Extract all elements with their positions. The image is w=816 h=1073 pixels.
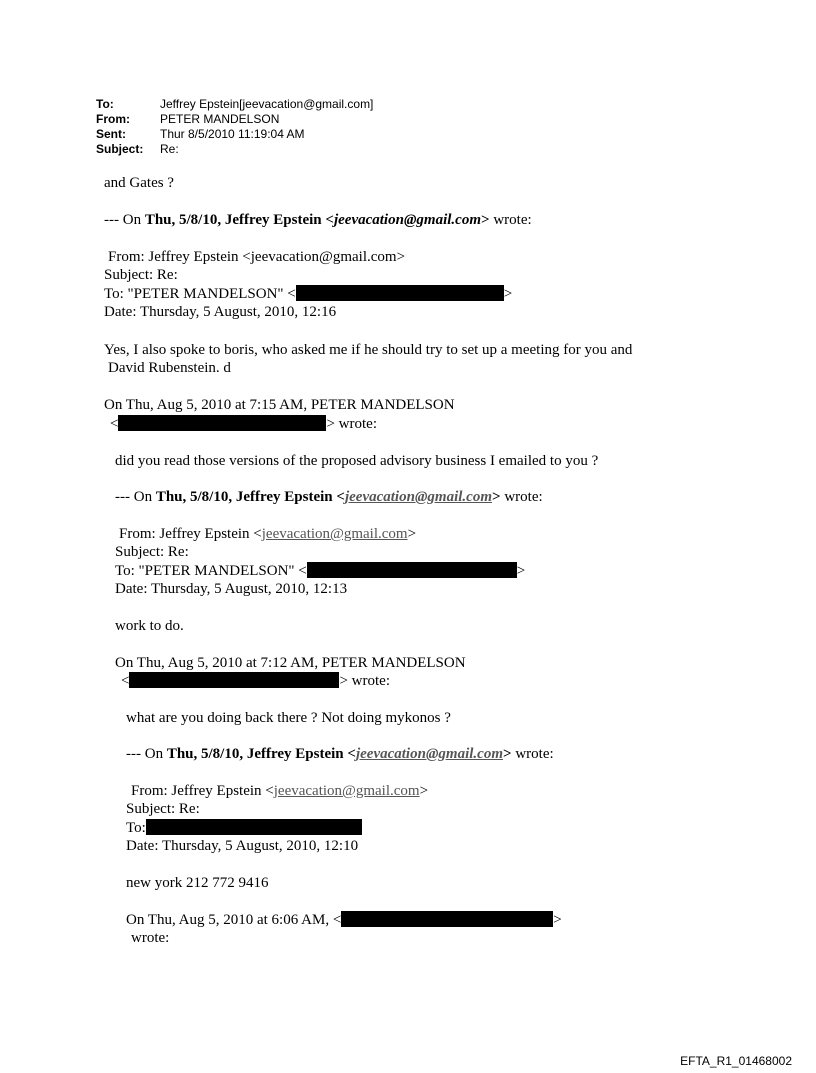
quoted-date-1: Date: Thursday, 5 August, 2010, 12:16 (104, 304, 337, 320)
to-text: To: "PETER MANDELSON" < (115, 563, 307, 579)
sent-label: Sent: (96, 127, 126, 141)
wrote-text: wrote: (511, 746, 554, 762)
quoted-to-3 (126, 819, 362, 837)
on-line-1: On Thu, Aug 5, 2010 at 7:15 AM, PETER MANDELSON (104, 397, 455, 413)
lt-mark: < (332, 489, 345, 505)
message-advisory: did you read those versions of the proposed advisory business I emailed to you ? (115, 453, 599, 469)
lt-mark: < (110, 416, 119, 432)
redaction-box (296, 285, 504, 301)
from-value: PETER MANDELSON (160, 112, 280, 126)
quoted-subject-2: Subject: Re: (115, 544, 189, 560)
quote-intro-2 (115, 488, 543, 506)
quote-date-author: Thu, 5/8/10, Jeffrey Epstein (166, 746, 344, 762)
redaction-box (118, 415, 326, 431)
email-header (96, 97, 373, 157)
on-line-1-wrote (110, 415, 377, 433)
quoted-from-3 (131, 782, 428, 800)
on-line-3 (126, 911, 562, 929)
header-to-row (96, 97, 373, 112)
quote-prefix: --- On (115, 489, 156, 505)
sent-value: Thur 8/5/2010 11:19:04 AM (160, 127, 305, 141)
to-label: To: (96, 97, 114, 111)
wrote-text: > wrote: (339, 673, 390, 689)
wrote-text: > wrote: (326, 416, 377, 432)
message-phone: new york 212 772 9416 (126, 875, 269, 891)
on-line-2-wrote (121, 672, 390, 690)
header-sent-row (96, 127, 373, 142)
on-line-3-wrote: wrote: (131, 930, 170, 946)
quoted-from-2 (119, 525, 416, 543)
gt-mark: > (503, 746, 512, 762)
quoted-to-2 (115, 562, 525, 580)
to-value: Jeffrey Epstein[jeevacation@gmail.com] (160, 97, 374, 111)
gt-mark: > (419, 783, 429, 799)
quote-prefix: --- On (104, 212, 145, 228)
from-label: From: (96, 112, 130, 126)
gt-mark: > (516, 563, 526, 579)
redaction-box (146, 819, 362, 835)
from-text: From: Jeffrey Epstein < (119, 526, 262, 542)
email-link[interactable]: jeevacation@gmail.com (261, 526, 408, 542)
gt-mark: > (503, 286, 513, 302)
from-text: From: Jeffrey Epstein < (131, 783, 274, 799)
quote-email-link[interactable]: jeevacation@gmail.com (355, 746, 504, 762)
quoted-to-1 (104, 285, 512, 303)
header-subject-row (96, 142, 373, 157)
quoted-date-3: Date: Thursday, 5 August, 2010, 12:10 (126, 838, 359, 854)
redaction-box (341, 911, 553, 927)
to-text: To: (126, 820, 146, 836)
email-link[interactable]: jeevacation@gmail.com (273, 783, 420, 799)
on-text: On Thu, Aug 5, 2010 at 6:06 AM, < (126, 912, 342, 928)
gt-mark: > (492, 489, 501, 505)
quote-date-author: Thu, 5/8/10, Jeffrey Epstein (155, 489, 333, 505)
quote-intro-3 (126, 745, 554, 763)
message-yes-cont: David Rubenstein. d (108, 360, 231, 376)
wrote-text: wrote: (489, 212, 532, 228)
quote-email-link[interactable]: jeevacation@gmail.com (344, 489, 493, 505)
subject-label: Subject: (96, 142, 144, 156)
quote-email: jeevacation@gmail.com (333, 212, 482, 228)
wrote-text: wrote: (500, 489, 543, 505)
quoted-from-1: From: Jeffrey Epstein <jeevacation@gmail.com> (108, 249, 406, 265)
redaction-box (307, 562, 517, 578)
quoted-date-2: Date: Thursday, 5 August, 2010, 12:13 (115, 581, 348, 597)
quote-intro-1 (104, 211, 532, 229)
to-text: To: "PETER MANDELSON" < (104, 286, 296, 302)
quoted-subject-3: Subject: Re: (126, 801, 200, 817)
message-mykonos: what are you doing back there ? Not doing mykonos ? (126, 710, 451, 726)
on-line-2: On Thu, Aug 5, 2010 at 7:12 AM, PETER MANDELSON (115, 655, 466, 671)
quoted-subject-1: Subject: Re: (104, 267, 178, 283)
quote-prefix: --- On (126, 746, 167, 762)
gt-mark: > (553, 912, 562, 928)
gt-mark: > (481, 212, 490, 228)
quote-date-author: Thu, 5/8/10, Jeffrey Epstein (144, 212, 322, 228)
subject-value: Re: (160, 142, 179, 156)
message-yes: Yes, I also spoke to boris, who asked me if he should try to set up a meeting for you and (104, 342, 633, 358)
header-from-row (96, 112, 373, 127)
lt-mark: < (321, 212, 334, 228)
lt-mark: < (121, 673, 130, 689)
reply-text: and Gates ? (104, 175, 174, 191)
document-id: EFTA_R1_01468002 (680, 1054, 792, 1068)
message-work: work to do. (115, 618, 184, 634)
gt-mark: > (407, 526, 417, 542)
lt-mark: < (343, 746, 356, 762)
redaction-box (129, 672, 339, 688)
